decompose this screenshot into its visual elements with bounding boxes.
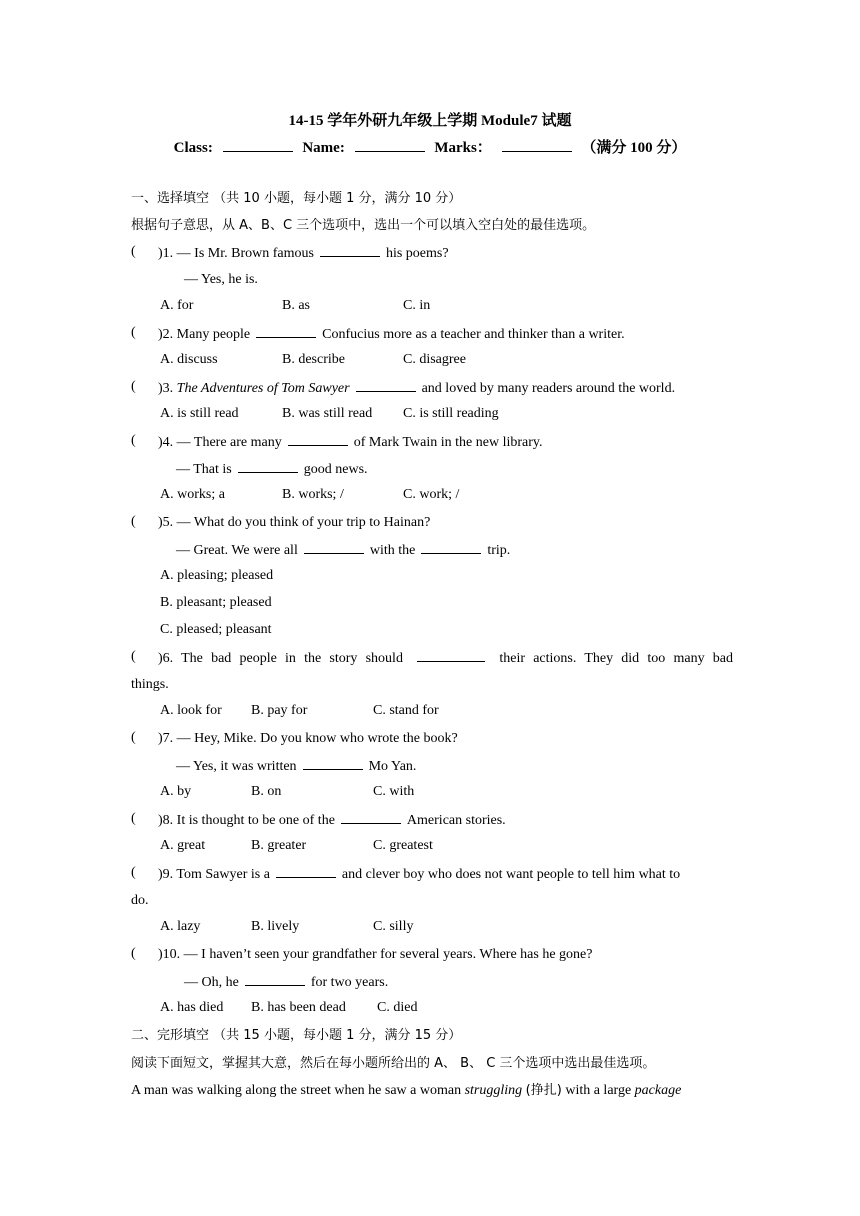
option-b[interactable]: B. describe [282, 352, 345, 367]
question-text: and clever boy who does not want people to tell him what to [341, 867, 681, 882]
answer-blank [245, 973, 305, 986]
answer-blank [238, 460, 298, 473]
question-text: )4. — There are many [158, 435, 282, 450]
section2-heading: 二、完形填空 （共 15 小题，每小题 1 分，满分 15 分） [131, 1028, 462, 1043]
option-a[interactable]: A. discuss [160, 352, 218, 367]
question-1 [158, 244, 449, 262]
option-a[interactable]: A. pleasing; pleased [160, 568, 274, 583]
question-text: )1. — Is Mr. Brown famous [158, 246, 314, 261]
option-c[interactable]: C. disagree [403, 352, 466, 367]
passage-line-1 [131, 1082, 681, 1100]
question-text: )9. Tom Sawyer is a [158, 867, 270, 882]
answer-blank [304, 541, 364, 554]
answer-blank [320, 244, 380, 257]
option-c[interactable]: C. pleased; pleasant [160, 622, 272, 637]
option-c[interactable]: C. in [403, 298, 431, 313]
question-5-reply [176, 541, 510, 559]
page-title: 14-15 学年外研九年级上学期 Module7 试题 [288, 113, 572, 129]
option-c[interactable]: C. is still reading [403, 406, 499, 421]
option-c[interactable]: C. died [377, 1000, 418, 1015]
answer-bracket[interactable]: ( [131, 514, 136, 529]
question-text: of Mark Twain in the new library. [353, 435, 543, 450]
reply-text: — Yes, it was written [176, 759, 297, 774]
answer-blank [421, 541, 481, 554]
question-9 [158, 865, 680, 883]
question-6-continued: things. [131, 677, 169, 692]
question-text: )3. [158, 381, 174, 396]
option-b[interactable]: B. on [251, 784, 282, 799]
reply-text: for two years. [310, 975, 389, 990]
question-5: )5. — What do you think of your trip to Hainan? [158, 515, 431, 530]
answer-bracket[interactable]: ( [131, 433, 136, 448]
option-c[interactable]: C. silly [373, 919, 414, 934]
reply-text: trip. [487, 543, 511, 558]
answer-bracket[interactable]: ( [131, 325, 136, 340]
answer-blank [303, 757, 363, 770]
question-4 [158, 433, 543, 451]
question-text: )6. The bad people in the story should [158, 651, 403, 666]
answer-bracket[interactable]: ( [131, 946, 136, 961]
answer-bracket[interactable]: ( [131, 811, 136, 826]
option-b[interactable]: B. pay for [251, 703, 308, 718]
reply-text: — Great. We were all [176, 543, 298, 558]
answer-bracket[interactable]: ( [131, 244, 136, 259]
option-c[interactable]: C. with [373, 784, 415, 799]
full-marks: （满分 100 分） [581, 140, 687, 156]
passage-text: with a large [565, 1083, 632, 1098]
question-10-reply [184, 973, 388, 991]
answer-bracket[interactable]: ( [131, 649, 136, 664]
marks-label: Marks： [434, 140, 492, 156]
name-blank[interactable] [355, 139, 425, 152]
section1-instruction: 根据句子意思，从 A、B、C 三个选项中，选出一个可以填入空白处的最佳选项。 [131, 218, 596, 233]
option-a[interactable]: A. for [160, 298, 194, 313]
question-text: )2. Many people [158, 327, 251, 342]
passage-keyword: package [634, 1083, 682, 1098]
question-text: American stories. [406, 813, 506, 828]
answer-blank [256, 325, 316, 338]
passage-gloss: (挣扎) [525, 1083, 562, 1098]
question-text: their actions. They did too many bad [499, 651, 733, 666]
option-b[interactable]: B. lively [251, 919, 300, 934]
question-3 [158, 379, 675, 397]
option-b[interactable]: B. as [282, 298, 310, 313]
reply-text: — That is [176, 462, 232, 477]
option-a[interactable]: A. is still read [160, 406, 239, 421]
option-b[interactable]: B. was still read [282, 406, 373, 421]
question-text: his poems? [385, 246, 449, 261]
answer-blank [356, 379, 416, 392]
option-a[interactable]: A. look for [160, 703, 222, 718]
question-text: )8. It is thought to be one of the [158, 813, 335, 828]
option-a[interactable]: A. has died [160, 1000, 224, 1015]
question-7: )7. — Hey, Mike. Do you know who wrote the book? [158, 731, 458, 746]
question-1-reply: — Yes, he is. [184, 272, 258, 287]
answer-blank [276, 865, 336, 878]
question-text: Confucius more as a teacher and thinker than a writer. [322, 327, 625, 342]
question-4-reply [176, 460, 368, 478]
option-c[interactable]: C. work; / [403, 487, 460, 502]
question-6 [158, 649, 733, 667]
book-title: The Adventures of Tom Sawyer [176, 381, 350, 396]
answer-blank [341, 811, 401, 824]
answer-blank [417, 649, 485, 662]
passage-text: A man was walking along the street when he saw a woman [131, 1083, 462, 1098]
option-b[interactable]: B. works; / [282, 487, 344, 502]
section2-instruction: 阅读下面短文，掌握其大意，然后在每小题所给出的 A、 B、 C 三个选项中选出最佳选项。 [131, 1056, 656, 1071]
reply-text: good news. [303, 462, 368, 477]
class-blank[interactable] [223, 139, 293, 152]
option-b[interactable]: B. pleasant; pleased [160, 595, 272, 610]
question-10: )10. — I haven’t seen your grandfather for several years. Where has he gone? [158, 947, 593, 962]
answer-bracket[interactable]: ( [131, 379, 136, 394]
option-b[interactable]: B. greater [251, 838, 307, 853]
option-c[interactable]: C. greatest [373, 838, 433, 853]
reply-text: — Oh, he [184, 975, 239, 990]
option-a[interactable]: A. great [160, 838, 206, 853]
reply-text: with the [369, 543, 416, 558]
option-a[interactable]: A. by [160, 784, 192, 799]
section1-heading: 一、选择填空 （共 10 小题，每小题 1 分，满分 10 分） [131, 191, 462, 206]
marks-blank[interactable] [502, 139, 572, 152]
passage-keyword: struggling [464, 1083, 523, 1098]
answer-bracket[interactable]: ( [131, 730, 136, 745]
name-label: Name: [302, 140, 345, 156]
class-label: Class: [173, 140, 213, 156]
option-a[interactable]: A. works; a [160, 487, 225, 502]
student-info-line [0, 136, 860, 157]
question-8 [158, 811, 506, 829]
option-b[interactable]: B. has been dead [251, 1000, 346, 1015]
option-a[interactable]: A. lazy [160, 919, 201, 934]
question-text: and loved by many readers around the world. [421, 381, 676, 396]
question-9-continued: do. [131, 893, 149, 908]
question-7-reply [176, 757, 416, 775]
answer-blank [288, 433, 348, 446]
reply-text: Mo Yan. [368, 759, 417, 774]
question-2 [158, 325, 625, 343]
answer-bracket[interactable]: ( [131, 865, 136, 880]
option-c[interactable]: C. stand for [373, 703, 439, 718]
